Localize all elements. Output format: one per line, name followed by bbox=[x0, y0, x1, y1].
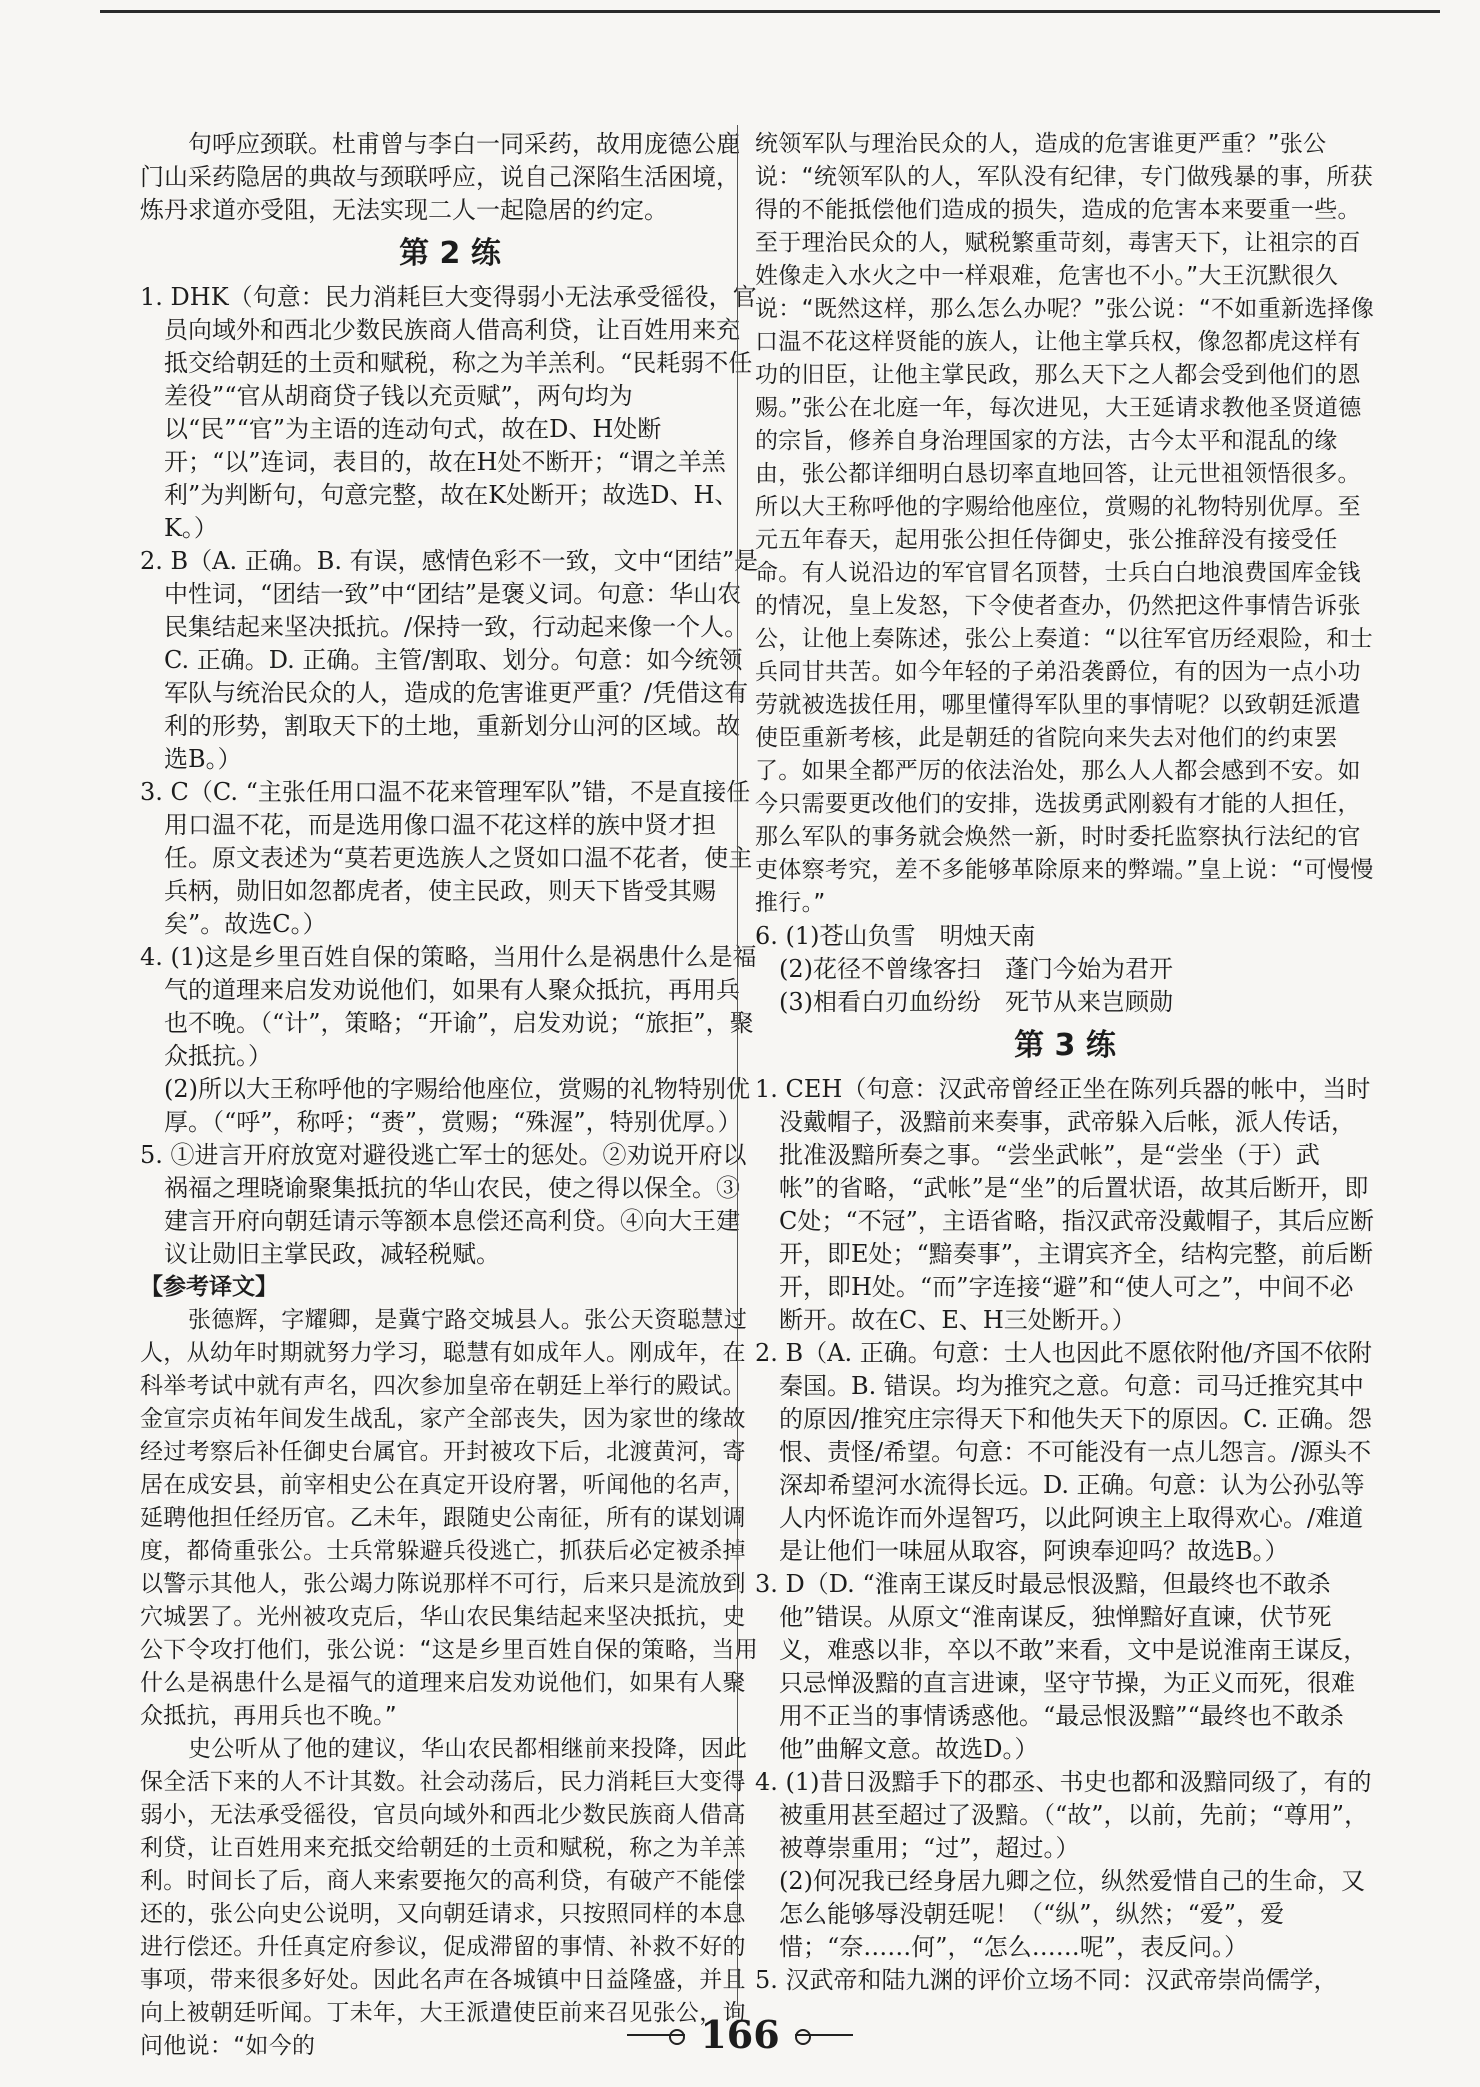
answer-6-line-3: (3)相看白刃血纷纷 死节从来岂顾勋 bbox=[779, 988, 1173, 1016]
right-ornament-icon bbox=[795, 2028, 853, 2042]
answer-6-line-1: (1)苍山负雪 明烛天南 bbox=[785, 922, 1036, 950]
answer-5: 5. ①进言开府放宽对避役逃亡军士的惩处。②劝说开府以祸福之理晓谕聚集抵抗的华山农民，使之得以保全。③建言开府向朝廷请示等额本息偿还高利贷。④向大王建议让勋旧主掌民政，减轻税赋。 bbox=[140, 1141, 747, 1268]
right-column bbox=[755, 128, 1375, 1997]
intro-paragraph: 句呼应颈联。杜甫曾与李白一同采药，故用庞德公鹿门山采药隐居的典故与颈联呼应，说自己深陷生活困境，炼丹求道亦受阻，无法实现二人一起隐居的约定。 bbox=[140, 130, 740, 224]
answer-1: 1. DHK（句意：民力消耗巨大变得弱小无法承受徭役，官员向域外和西北少数民族商人借高利贷，让百姓用来充抵交给朝廷的土贡和赋税，称之为羊羔利。“民耗弱不任差役”“官从胡商贷子钱以充贡赋”，两句均为以“民”“官”为主语的连动句式，故在D、H处断开；“以”连词，表目的，故在H处不断开；“谓之羊羔利”为判断句，句意完整，故在K处断开；故选D、H、K。） bbox=[140, 283, 757, 542]
answer-4-part-1: 4. (1)这是乡里百姓自保的策略，当用什么是祸患什么是福气的道理来启发劝说他们，如果有人聚众抵抗，再用兵也不晚。（“计”，策略；“开谕”，启发劝说；“旅拒”，聚众抵抗。） bbox=[140, 943, 757, 1070]
page-footer bbox=[600, 2012, 880, 2057]
practice3-answer-4-part-2: (2)何况我已经身居九卿之位，纵然爱惜自己的生命，又怎么能够辱没朝廷呢！（“纵”，纵然；“爱”，爱惜；“奈……何”，“怎么……呢”，表反问。） bbox=[779, 1867, 1365, 1961]
practice3-answer-3: 3. D（D. “淮南王谋反时最忌恨汲黯，但最终也不敢杀他”错误。从原文“淮南谋反，独惮黯好直谏，伏节死义，难惑以非，卒以不敢”来看，文中是说淮南王谋反，只忌惮汲黯的直言进谏，坚守节操，为正义而死，很难用不正当的事情诱惑他。“最忌恨汲黯”“最终也不敢杀他”曲解文意。故选D。） bbox=[755, 1570, 1368, 1763]
answer-2: 2. B（A. 正确。B. 有误，感情色彩不一致，文中“团结”是中性词，“团结一致”中“团结”是褒义词。句意：华山农民集结起来坚决抵抗。/保持一致，行动起来像一个人。C. 正确。D. 正确。主管/割取、划分。句意：如今统领军队与统治民众的人，造成的危害谁更严重？/凭借这有利的形势，割取天下的土地，重新划分山河的区域。故选B。） bbox=[140, 547, 759, 773]
translation-paragraph-1: 张德辉，字耀卿，是冀宁路交城县人。张公天资聪慧过人，从幼年时期就努力学习，聪慧有如成年人。刚成年，在科举考试中就有声名，四次参加皇帝在朝廷上举行的殿试。金宣宗贞祐年间发生战乱，家产全部丧失，因为家世的缘故经过考察后补任御史台属官。开封被攻下后，北渡黄河，寄居在成安县，前宰相史公在真定开设府署，听闻他的名声，延聘他担任经历官。乙未年，跟随史公南征，所有的谋划调度，都倚重张公。士兵常躲避兵役逃亡，抓获后必定被杀掉以警示其他人，张公竭力陈说那样不可行，后来只是流放到穴城罢了。光州被攻克后，华山农民集结起来坚决抵抗，史公下令攻打他们，张公说：“这是乡里百姓自保的策略，当用什么是祸患什么是福气的道理来启发劝说他们，如果有人聚众抵抗，再用兵也不晚。” bbox=[140, 1307, 759, 1729]
translation-continued: 统领军队与理治民众的人，造成的危害谁更严重？”张公说：“统领军队的人，军队没有纪律，专门做残暴的事，所获得的不能抵偿他们造成的损失，造成的危害本来要重一些。至于理治民众的人，赋税繁重苛刻，毒害天下，让祖宗的百姓像走入水火之中一样艰难，危害也不小。”大王沉默很久说：“既然这样，那么怎么办呢？”张公说：“不如重新选择像口温不花这样贤能的族人，让他主掌兵权，像忽都虎这样有功的旧臣，让他主掌民政，那么天下之人都会受到他们的恩赐。”张公在北庭一年，每次进见，大王延请求教他圣贤道德的宗旨，修养自身治理国家的方法，古今太平和混乱的缘由，张公都详细明白恳切率直地回答，让元世祖领悟很多。所以大王称呼他的字赐给他座位，赏赐的礼物特别优厚。至元五年春天，起用张公担任侍御史，张公推辞没有接受任命。有人说沿边的军官冒名顶替，士兵白白地浪费国库金钱的情况，皇上发怒，下令使者查办，仍然把这件事情告诉张公，让他上奏陈述，张公上奏道：“以往军官历经艰险，和士兵同甘共苦。如今年轻的子弟沿袭爵位，有的因为一点小功劳就被选拔任用，哪里懂得军队里的事情呢？以致朝廷派遣使臣重新考核，此是朝廷的省院向来失去对他们的约束罢了。如果全都严厉的依法治处，那么人人都会感到不安。如今只需要更改他们的安排，选拔勇武刚毅有才能的人担任，那么军队的事务就会焕然一新，时时委托监察执行法纪的官吏体察考究，差不多能够革除原来的弊端。”皇上说：“可慢慢推行。” bbox=[755, 131, 1375, 916]
section-title-practice-3: 第 3 练 bbox=[1014, 1028, 1116, 1063]
section-title-practice-2: 第 2 练 bbox=[399, 236, 501, 271]
column-divider bbox=[737, 125, 738, 2005]
practice3-answer-1: 1. CEH（句意：汉武帝曾经正坐在陈列兵器的帐中，当时没戴帽子，汲黯前来奏事，武帝躲入后帐，派人传话，批准汲黯所奏之事。“尝坐武帐”，是“尝坐（于）武帐”的省略，“武帐”是“坐”的后置状语，故其后断开，即C处；“不冠”，主语省略，指汉武帝没戴帽子，其后应断开，即E处；“黯奏事”，主谓宾齐全，结构完整，前后断开，即H处。“而”字连接“避”和“使人可之”，中间不必断开。故在C、E、H三处断开。） bbox=[755, 1075, 1374, 1334]
practice3-answer-2: 2. B（A. 正确。句意：士人也因此不愿依附他/齐国不依附秦国。B. 错误。均为推究之意。句意：司马迁推究其中的原因/推究庄宗得天下和他失天下的原因。C. 正确。怨恨、责怪/希望。句意：不可能没有一点儿怨言。/源头不深却希望河水流得长远。D. 正确。句意：认为公孙弘等人内怀诡诈而外逞智巧，以此阿谀主上取得欢心。/难道是让他们一味屈从取容，阿谀奉迎吗？故选B。） bbox=[755, 1339, 1372, 1565]
answer-4-part-2: (2)所以大王称呼他的字赐给他座位，赏赐的礼物特别优厚。（“呼”，称呼；“赉”，赏赐；“殊渥”，特别优厚。） bbox=[164, 1075, 750, 1136]
top-border-rule bbox=[100, 10, 1440, 13]
practice3-answer-4-part-1: 4. (1)昔日汲黯手下的郡丞、书史也都和汲黯同级了，有的被重用甚至超过了汲黯。（“故”，以前，先前；“尊用”，被尊崇重用；“过”，超过。） bbox=[755, 1768, 1372, 1862]
page-number: 166 bbox=[700, 2012, 780, 2057]
answer-6-label: 6. bbox=[755, 922, 786, 950]
practice3-answer-5: 5. 汉武帝和陆九渊的评价立场不同：汉武帝崇尚儒学， bbox=[755, 1966, 1338, 1994]
left-column bbox=[140, 128, 760, 2063]
answer-3: 3. C（C. “主张任用口温不花来管理军队”错，不是直接任用口温不花，而是选用像口温不花这样的族中贤才担任。原文表述为“莫若更选族人之贤如口温不花者，使主兵柄，勋旧如忽都虎者，使主民政，则天下皆受其赐矣”。故选C。） bbox=[140, 778, 753, 938]
reference-translation-heading: 【参考译文】 bbox=[140, 1274, 278, 1300]
translation-paragraph-2: 史公听从了他的建议，华山农民都相继前来投降，因此保全活下来的人不计其数。社会动荡后，民力消耗巨大变得弱小，无法承受徭役，官员向域外和西北少数民族商人借高利贷，让百姓用来充抵交给朝廷的土贡和赋税，称之为羊羔利。时间长了后，商人来索要拖欠的高利贷，有破产不能偿还的，张公向史公说明，又向朝廷请求，只按照同样的本息进行偿还。升任真定府参议，促成滞留的事情、补救不好的事项，带来很多好处。因此名声在各城镇中日益隆盛，并且向上被朝廷听闻。丁未年，大王派遣使臣前来召见张公，询问他说：“如今的 bbox=[140, 1736, 748, 2059]
left-ornament-icon bbox=[627, 2028, 685, 2042]
answer-6-line-2: (2)花径不曾缘客扫 蓬门今始为君开 bbox=[779, 955, 1173, 983]
answer-6 bbox=[755, 920, 1375, 953]
